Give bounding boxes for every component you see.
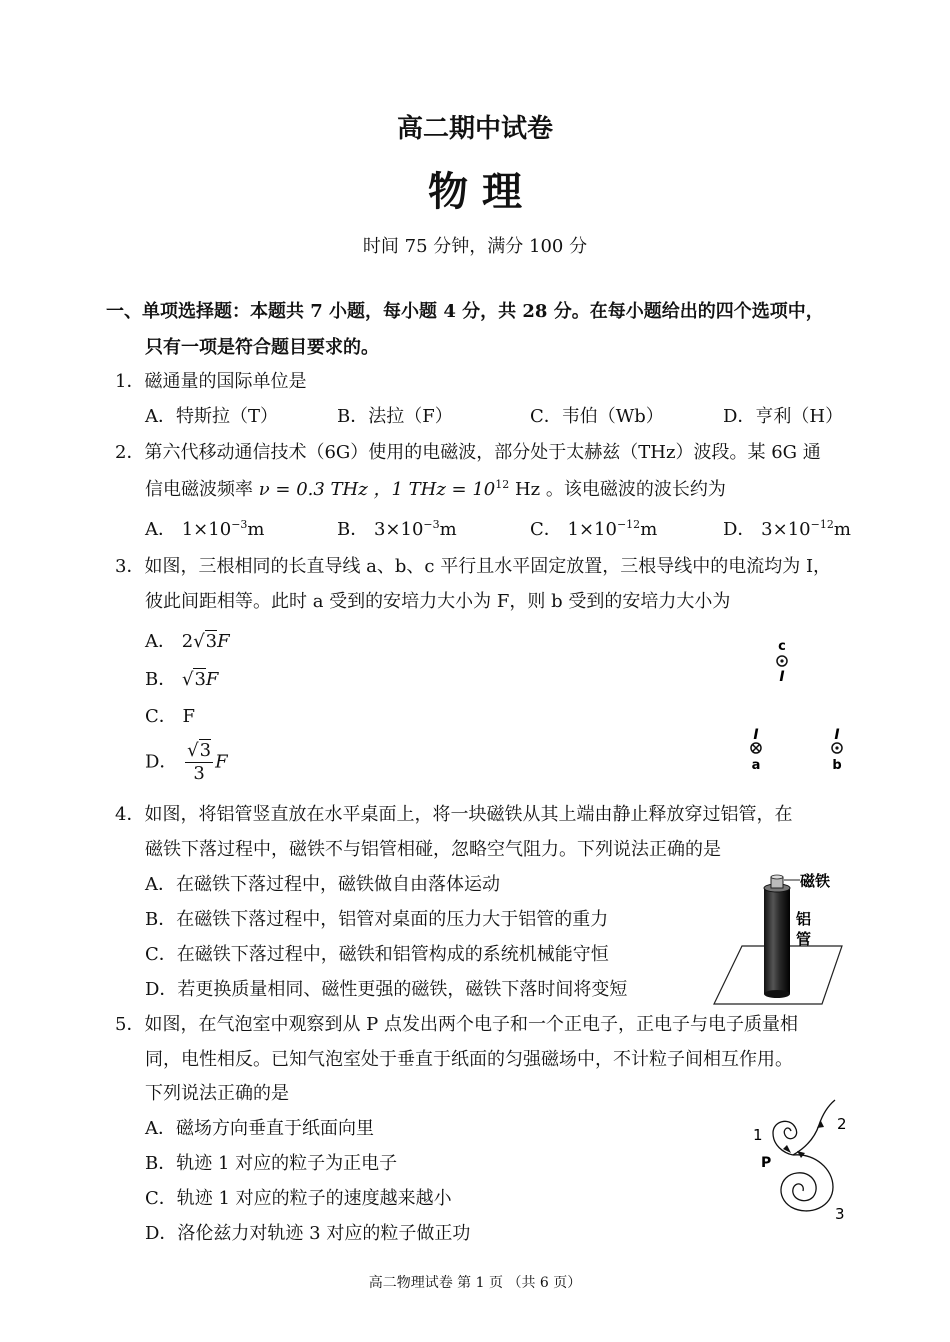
wire-b-label: b bbox=[832, 758, 842, 773]
q4-option-d: D．若更换质量相同、磁性更强的磁铁，磁铁下落时间将变短 bbox=[145, 979, 628, 1000]
wire-c-current: I bbox=[779, 669, 785, 685]
track-1-label: 1 bbox=[753, 1126, 763, 1144]
q3-option-c: C． F bbox=[145, 706, 195, 727]
time-info: 时间 75 分钟，满分 100 分 bbox=[362, 236, 588, 257]
q2-stem-line2: 信电磁波频率 ν = 0.3 THz ，1 THz = $10^{12}$ Hz 。该电磁波的波长约为 bbox=[145, 478, 726, 500]
q1-option-b: B．法拉（F） bbox=[337, 406, 453, 427]
q3-option-d: D． $\frac{√3}{3}$ F bbox=[145, 740, 228, 784]
page-footer: 高二物理试卷 第 1 页 （共 6 页） bbox=[368, 1275, 582, 1291]
q4-stem-line1: 4．如图，将铝管竖直放在水平桌面上，将一块磁铁从其上端由静止释放穿过铝管，在 bbox=[115, 804, 793, 825]
q5-option-b: B．轨迹 1 对应的粒子为正电子 bbox=[145, 1153, 398, 1174]
tube-label-1: 铝 bbox=[796, 910, 812, 928]
q2-option-d: D． $3\times 10^{-12}m$ bbox=[723, 518, 851, 540]
track-2-label: 2 bbox=[837, 1115, 847, 1133]
track-2 bbox=[793, 1100, 835, 1155]
q2-option-b: B． $3\times 10^{-3}m$ bbox=[337, 518, 457, 540]
wire-b-current: I bbox=[834, 727, 840, 743]
q3-option-a: A． 2√3F bbox=[145, 631, 230, 652]
q5-stem-line2: 同，电性相反。已知气泡室处于垂直于纸面的匀强磁场中，不计粒子间相互作用。 bbox=[145, 1049, 793, 1070]
q4-stem-line2: 磁铁下落过程中，磁铁不与铝管相碰，忽略空气阻力。下列说法正确的是 bbox=[145, 839, 721, 860]
q5-option-d: D．洛伦兹力对轨迹 3 对应的粒子做正功 bbox=[145, 1223, 471, 1244]
q5-option-c: C．轨迹 1 对应的粒子的速度越来越小 bbox=[145, 1188, 452, 1209]
q1-option-c: C．韦伯（Wb） bbox=[530, 406, 664, 427]
q4-option-b: B．在磁铁下落过程中，铝管对桌面的压力大于铝管的重力 bbox=[145, 909, 609, 930]
q5-tracks-figure bbox=[745, 1095, 865, 1225]
track-3-label: 3 bbox=[835, 1205, 845, 1223]
track-1 bbox=[773, 1121, 797, 1155]
q5-option-a: A．磁场方向垂直于纸面向里 bbox=[145, 1118, 374, 1139]
q1-stem: 1．磁通量的国际单位是 bbox=[115, 371, 307, 392]
tube-label-2: 管 bbox=[796, 930, 812, 948]
q2-option-c: C． $1\times 10^{-12}m$ bbox=[530, 518, 658, 540]
q1-option-d: D．亨利（H） bbox=[723, 406, 844, 427]
exam-title: 高二期中试卷 bbox=[396, 114, 553, 144]
q4-option-a: A．在磁铁下落过程中，磁铁做自由落体运动 bbox=[145, 874, 500, 895]
q3-stem-line2: 彼此间距相等。此时 a 受到的安培力大小为 F，则 b 受到的安培力大小为 bbox=[145, 591, 731, 612]
wire-a-label: a bbox=[751, 758, 761, 773]
q3-wires-figure bbox=[751, 636, 860, 776]
track-2-arrow-icon bbox=[817, 1121, 824, 1128]
q2-option-a: A． $1\times 10^{-3}m$ bbox=[145, 518, 265, 540]
wire-a-current: I bbox=[753, 727, 759, 743]
q5-stem-line3: 下列说法正确的是 bbox=[145, 1083, 289, 1104]
q4-option-c: C．在磁铁下落过程中，磁铁和铝管构成的系统机械能守恒 bbox=[145, 944, 609, 965]
point-p-label: P bbox=[761, 1155, 772, 1171]
section-heading: 一、单项选择题：本题共 7 小题，每小题 4 分，共 28 分。在每小题给出的四个选项中， bbox=[106, 301, 824, 322]
q4-tube-figure bbox=[712, 868, 862, 1008]
magnet-label: 磁铁 bbox=[800, 872, 831, 890]
q2-stem-line1: 2．第六代移动通信技术（6G）使用的电磁波，部分处于太赫兹（THz）波段。某 6G 通 bbox=[115, 442, 821, 463]
track-3 bbox=[781, 1155, 833, 1211]
q1-option-a: A．特斯拉（T） bbox=[145, 406, 279, 427]
q3-option-b: B． √3F bbox=[145, 669, 219, 690]
q5-stem-line1: 5．如图，在气泡室中观察到从 P 点发出两个电子和一个正电子，正电子与电子质量相 bbox=[115, 1014, 799, 1035]
section-heading-cont: 只有一项是符合题目要求的。 bbox=[145, 337, 379, 358]
q3-stem-line1: 3．如图，三根相同的长直导线 a、b、c 平行且水平固定放置，三根导线中的电流均为 I， bbox=[115, 556, 832, 577]
subject-title: 物 理 bbox=[428, 168, 522, 215]
aluminum-tube bbox=[764, 888, 790, 994]
wire-c-label: c bbox=[778, 639, 786, 654]
